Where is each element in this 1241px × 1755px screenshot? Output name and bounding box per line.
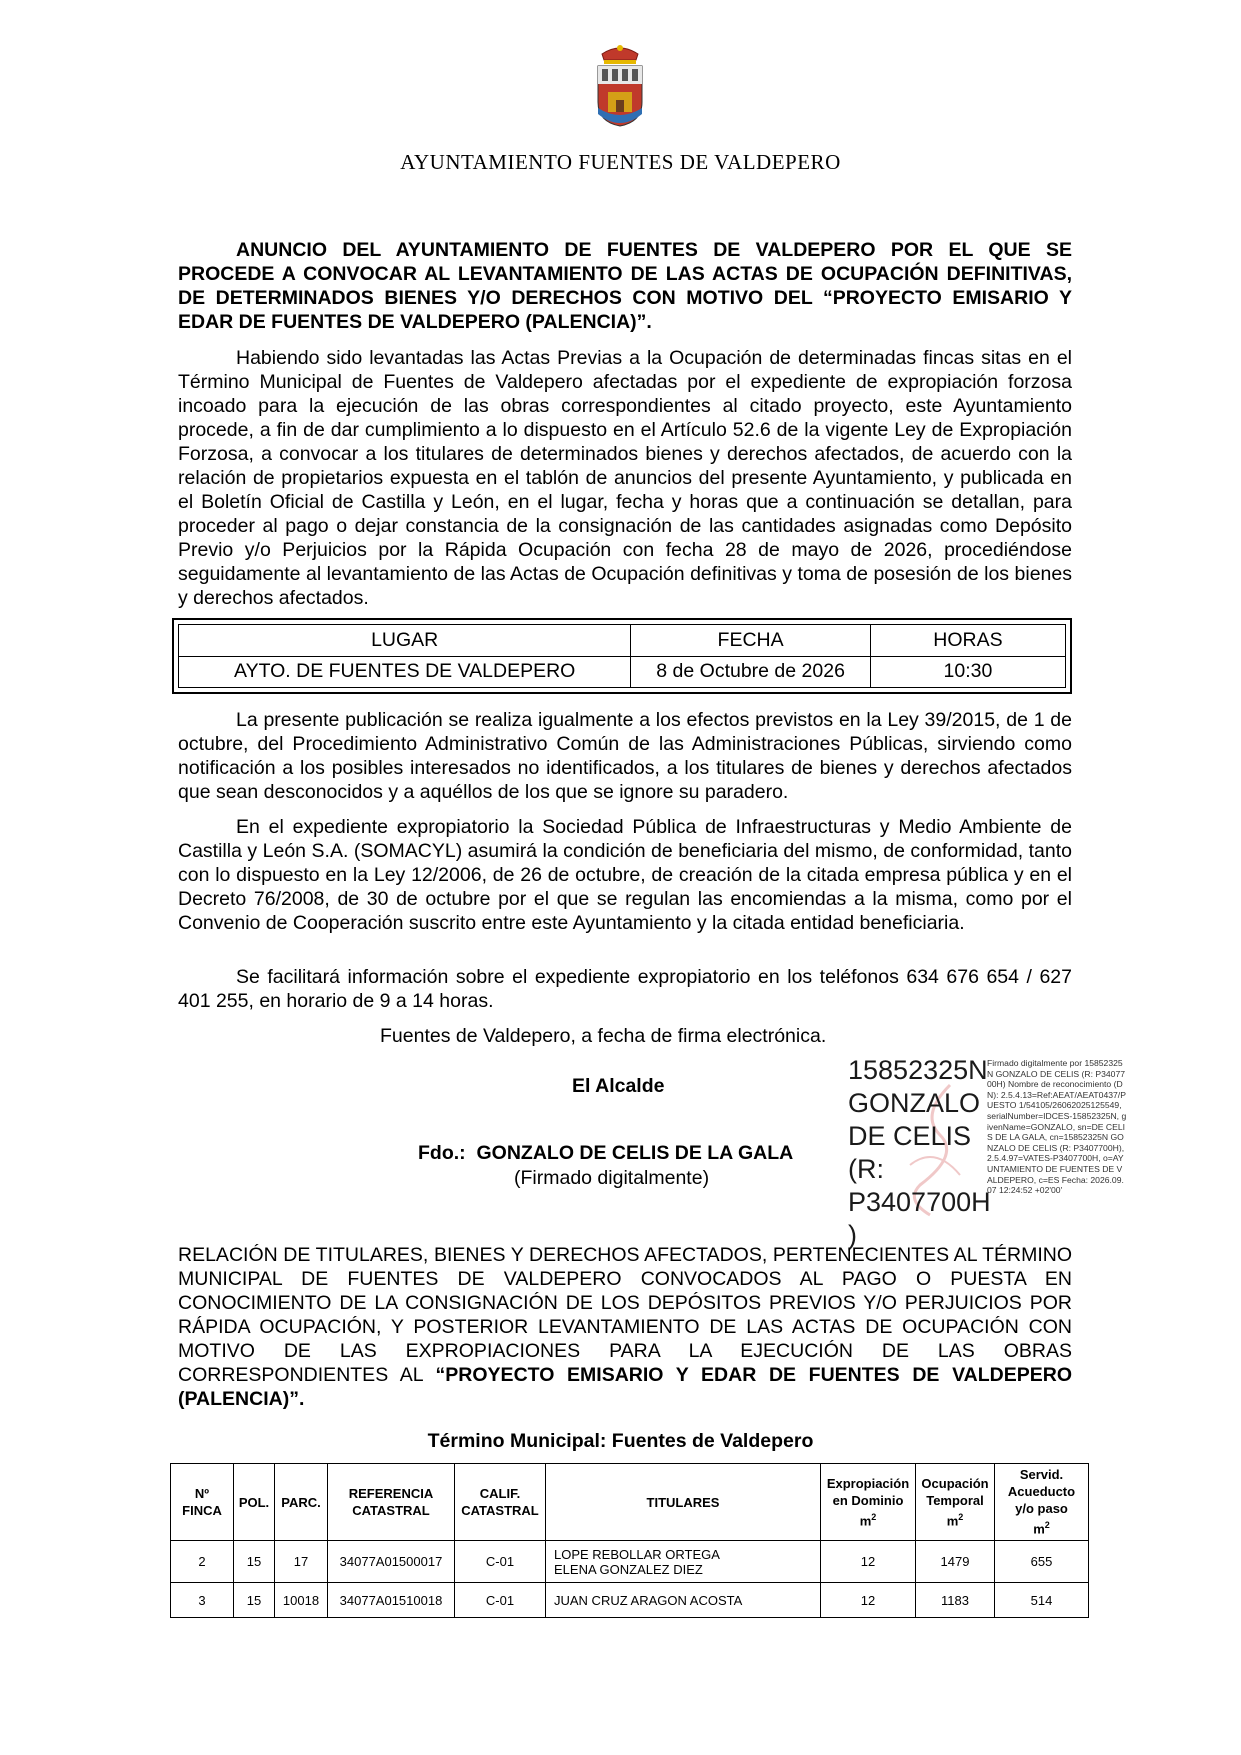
- municipal-coat-of-arms: [592, 42, 648, 128]
- header-parc: PARC.: [275, 1464, 328, 1541]
- cell-ocupacion: 1183: [916, 1583, 995, 1618]
- schedule-row: [179, 656, 1066, 688]
- cell-servid: 514: [995, 1583, 1089, 1618]
- header-ocupacion-label: Ocupación Temporal: [921, 1475, 989, 1508]
- cell-servid: 655: [995, 1541, 1089, 1583]
- cell-parc: 17: [275, 1541, 328, 1583]
- unit-m: m: [946, 1513, 959, 1529]
- table-row: [171, 1583, 1089, 1618]
- header-servid-label: Servid. Acueducto y/o paso: [1007, 1467, 1076, 1517]
- properties-table: [170, 1463, 1089, 1618]
- digitally-signed-note: (Firmado digitalmente): [514, 1167, 710, 1189]
- schedule-fecha: 8 de Octubre de 2026: [631, 656, 870, 688]
- titular: JUAN CRUZ ARAGON ACOSTA: [554, 1592, 743, 1608]
- cell-calif: C-01: [455, 1583, 546, 1618]
- cell-titulares: [546, 1541, 821, 1583]
- titular: LOPE REBOLLAR ORTEGA: [554, 1546, 720, 1562]
- paragraph-beneficiary: En el expediente expropiatorio la Sociedad Pública de Infraestructuras y Medio Ambiente de Castilla y León S.A. (SOMACYL) asumirá la condición de beneficiaria del mismo, de conformidad, tanto con lo dispuesto en la Ley 12/2006, de 26 de octubre, de creación de la citada empresa pública y en el Decreto 76/2008, de 30 de octubre por el que se regulan las encomiendas a la misma, como por el Convenio de Cooperación suscrito entre este Ayuntamiento y la citada entidad beneficiaria.: [178, 816, 1072, 934]
- place-date: Fuentes de Valdepero, a fecha de firma electrónica.: [380, 1025, 827, 1047]
- relation-text: RELACIÓN DE TITULARES, BIENES Y DERECHOS AFECTADOS, PERTENECIENTES AL TÉRMINO MUNICIPAL DE FUENTES DE VALDEPERO CONVOCADOS AL PAGO O PUESTA EN CONOCIMIENTO DE LA CONSIGNACIÓN DE LOS DEPÓSITOS PREVIOS Y/O PERJUICIOS POR RÁPIDA OCUPACIÓN, Y POSTERIOR LEVANTAMIENTO DE LAS ACTAS DE OCUPACIÓN CON MOTIVO DE LAS EXPROPIACIONES PARA LA EJECUCIÓN DE LAS OBRAS CORRESPONDIENTES AL: [178, 1244, 1072, 1386]
- header-titulares: TITULARES: [546, 1464, 821, 1541]
- digital-signature-stamp: 15852325N GONZALO DE CELIS (R: P3407700H ): [848, 1055, 991, 1250]
- relation-project: “PROYECTO EMISARIO Y EDAR DE FUENTES DE VALDEPERO (PALENCIA)”.: [178, 1364, 1072, 1410]
- cell-pol: 15: [234, 1583, 275, 1618]
- paragraph-convocation: Habiendo sido levantadas las Actas Previas a la Ocupación de determinadas fincas sitas en el Término Municipal de Fuentes de Valdepero afectadas por el expediente de expropiación forzosa incoado para la ejecución de las obras correspondientes al citado proyecto, este Ayuntamiento procede, a fin de dar cumplimiento a lo dispuesto en el Artículo 52.6 de la vigente Ley de Expropiación Forzosa, a convocar a los titulares de determinados bienes y derechos afectados, de acuerdo con la relación de propietarios expuesta en el tablón de anuncios del presente Ayuntamiento, y publicada en el Boletín Oficial de Castilla y León, en el lugar, fecha y horas que a continuación se detallan, para proceder al pago o dejar constancia de la consignación de las cantidades asignadas como Depósito Previo y/o Perjuicios por la Rápida Ocupación con fecha 28 de mayo de 2026, procediéndose seguidamente al levantamiento de las Actas de Ocupación definitivas y toma de posesión de los bienes y derechos afectados.: [178, 347, 1072, 609]
- cell-calif: C-01: [455, 1541, 546, 1583]
- properties-header-row: [171, 1464, 1089, 1541]
- signer-line: [418, 1142, 793, 1165]
- header-expropiacion: Expropiación en Dominio $m^2$: [821, 1464, 916, 1541]
- digital-signature-details: Firmado digitalmente por 15852325N GONZALO DE CELIS (R: P3407700H) Nombre de reconocimiento (DN): 2.5.4.13=Ref:AEAT/AEAT0437/PUESTO 1/54105/26062025125549, serialNumber=IDCES-15852325N, givenName=GONZALO, sn=DE CELIS DE LA GALA, cn=15852325N GONZALO DE CELIS (R: P3407700H), 2.5.4.97=VATES-P3407700H, o=AYUNTAMIENTO DE FUENTES DE VALDEPERO, c=ES Fecha: 2026.09.07 12:24:52 +02'00': [987, 1058, 1127, 1196]
- paragraph-publication: La presente publicación se realiza igualmente a los efectos previstos en la Ley 39/2015, de 1 de octubre, del Procedimiento Administrativo Común de las Administraciones Públicas, sirviendo como notificación a los posibles interesados no identificados, a los titulares de bienes y derechos afectados que sean desconocidos y a aquéllos de los que se ignore su paradero.: [178, 709, 1072, 803]
- cell-ref: 34077A01510018: [328, 1583, 455, 1618]
- signer-role: El Alcalde: [572, 1075, 665, 1097]
- schedule-header-row: [179, 625, 1066, 657]
- signer-name: GONZALO DE CELIS DE LA GALA: [476, 1142, 794, 1164]
- cell-pol: 15: [234, 1541, 275, 1583]
- unit-m: m: [1033, 1521, 1045, 1537]
- header-calif: CALIF. CATASTRAL: [455, 1464, 546, 1541]
- cell-num: 2: [171, 1541, 234, 1583]
- header-num: Nº FINCA: [171, 1464, 234, 1541]
- header-servid: Servid. Acueducto y/o paso $m^2$: [995, 1464, 1089, 1541]
- cell-expropiacion: 12: [821, 1583, 916, 1618]
- schedule-header-horas: HORAS: [870, 625, 1065, 657]
- header-ocupacion: Ocupación Temporal $m^2$: [916, 1464, 995, 1541]
- table-row: [171, 1541, 1089, 1583]
- titular: ELENA GONZALEZ DIEZ: [554, 1561, 703, 1577]
- cell-parc: 10018: [275, 1583, 328, 1618]
- cell-num: 3: [171, 1583, 234, 1618]
- fdo-label: Fdo.:: [418, 1142, 466, 1164]
- unit-m: m: [859, 1513, 872, 1529]
- schedule-table-frame: [172, 618, 1072, 694]
- municipality-header: AYUNTAMIENTO FUENTES DE VALDEPERO: [400, 150, 841, 174]
- relation-heading: [178, 1243, 1072, 1411]
- paragraph-contact: Se facilitará información sobre el expediente expropiatorio en los teléfonos 634 676 654 / 627 401 255, en horario de 9 a 14 horas.: [178, 966, 1072, 1012]
- schedule-header-lugar: LUGAR: [179, 625, 631, 657]
- header-ref: REFERENCIA CATASTRAL: [328, 1464, 455, 1541]
- schedule-horas: 10:30: [870, 656, 1065, 688]
- cell-expropiacion: 12: [821, 1541, 916, 1583]
- header-pol: POL.: [234, 1464, 275, 1541]
- schedule-table: [178, 624, 1066, 688]
- municipal-term: Término Municipal: Fuentes de Valdepero: [427, 1430, 814, 1452]
- cell-ref: 34077A01500017: [328, 1541, 455, 1583]
- schedule-header-fecha: FECHA: [631, 625, 870, 657]
- header-expropiacion-label: Expropiación en Dominio: [826, 1475, 910, 1508]
- announcement-title: ANUNCIO DEL AYUNTAMIENTO DE FUENTES DE VALDEPERO POR EL QUE SE PROCEDE A CONVOCAR AL LEVANTAMIENTO DE LAS ACTAS DE OCUPACIÓN DEFINITIVAS, DE DETERMINADOS BIENES Y/O DERECHOS CON MOTIVO DEL “PROYECTO EMISARIO Y EDAR DE FUENTES DE VALDEPERO (PALENCIA)”.: [178, 239, 1072, 333]
- cell-ocupacion: 1479: [916, 1541, 995, 1583]
- cell-titulares: [546, 1583, 821, 1618]
- schedule-lugar: AYTO. DE FUENTES DE VALDEPERO: [179, 656, 631, 688]
